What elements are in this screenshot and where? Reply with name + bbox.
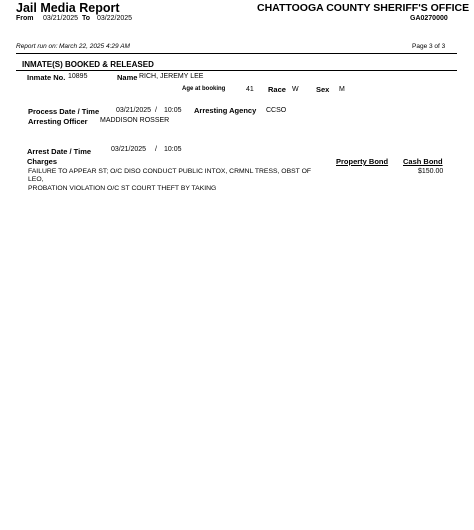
age-label: Age at booking [182,86,226,92]
process-sep: / [155,107,157,114]
arresting-agency-label: Arresting Agency [194,106,257,115]
race-label: Race [268,85,286,94]
inmate-number: 10895 [68,73,88,80]
arrest-time: 10:05 [164,146,182,153]
from-date: 03/21/2025 [43,15,79,22]
page-number: Page 3 of 3 [412,43,446,50]
process-date: 03/21/2025 [116,107,152,114]
inmate-name-label: Name [117,73,138,82]
office-name: CHATTOOGA COUNTY SHERIFF'S OFFICE [257,2,470,14]
divider-section [16,70,457,71]
charge-line-3: PROBATION VIOLATION O/C ST COURT THEFT BY TAKING [28,185,217,192]
process-time: 10:05 [164,107,182,114]
sex-value: M [339,86,345,93]
age-value: 41 [246,86,254,93]
sex-label: Sex [316,85,330,94]
arresting-officer: MADDISON ROSSER [100,117,170,124]
inmate-name: RICH, JEREMY LEE [139,73,204,80]
charge-line-2: LEO, [28,176,44,183]
property-bond-header: Property Bond [336,157,389,166]
charges-header: Charges [27,157,58,166]
cash-bond-value: $150.00 [418,168,444,175]
divider-top [16,53,457,54]
to-label: To [82,15,91,22]
race-value: W [292,86,299,93]
report-run-label: Report run on: [16,43,58,50]
cash-bond-header: Cash Bond [403,157,443,166]
from-label: From [16,15,34,22]
arrest-date-label: Arrest Date / Time [27,147,92,156]
arrest-date: 03/21/2025 [111,146,147,153]
report-run-value: March 22, 2025 4:29 AM [59,43,130,50]
section-title: INMATE(S) BOOKED & RELEASED [22,60,154,69]
process-date-label: Process Date / Time [28,107,100,116]
arresting-officer-label: Arresting Officer [28,117,88,126]
charge-line-1: FAILURE TO APPEAR ST; O/C DISO CONDUCT PUBLIC INTOX, CRMNL TRESS, OBST OF [28,168,312,175]
to-date: 03/22/2025 [97,15,133,22]
report-title: Jail Media Report [16,1,120,15]
ori-code: GA0270000 [410,15,448,22]
arresting-agency: CCSO [266,107,287,114]
inmate-number-label: Inmate No. [27,73,66,82]
arrest-sep: / [155,146,157,153]
